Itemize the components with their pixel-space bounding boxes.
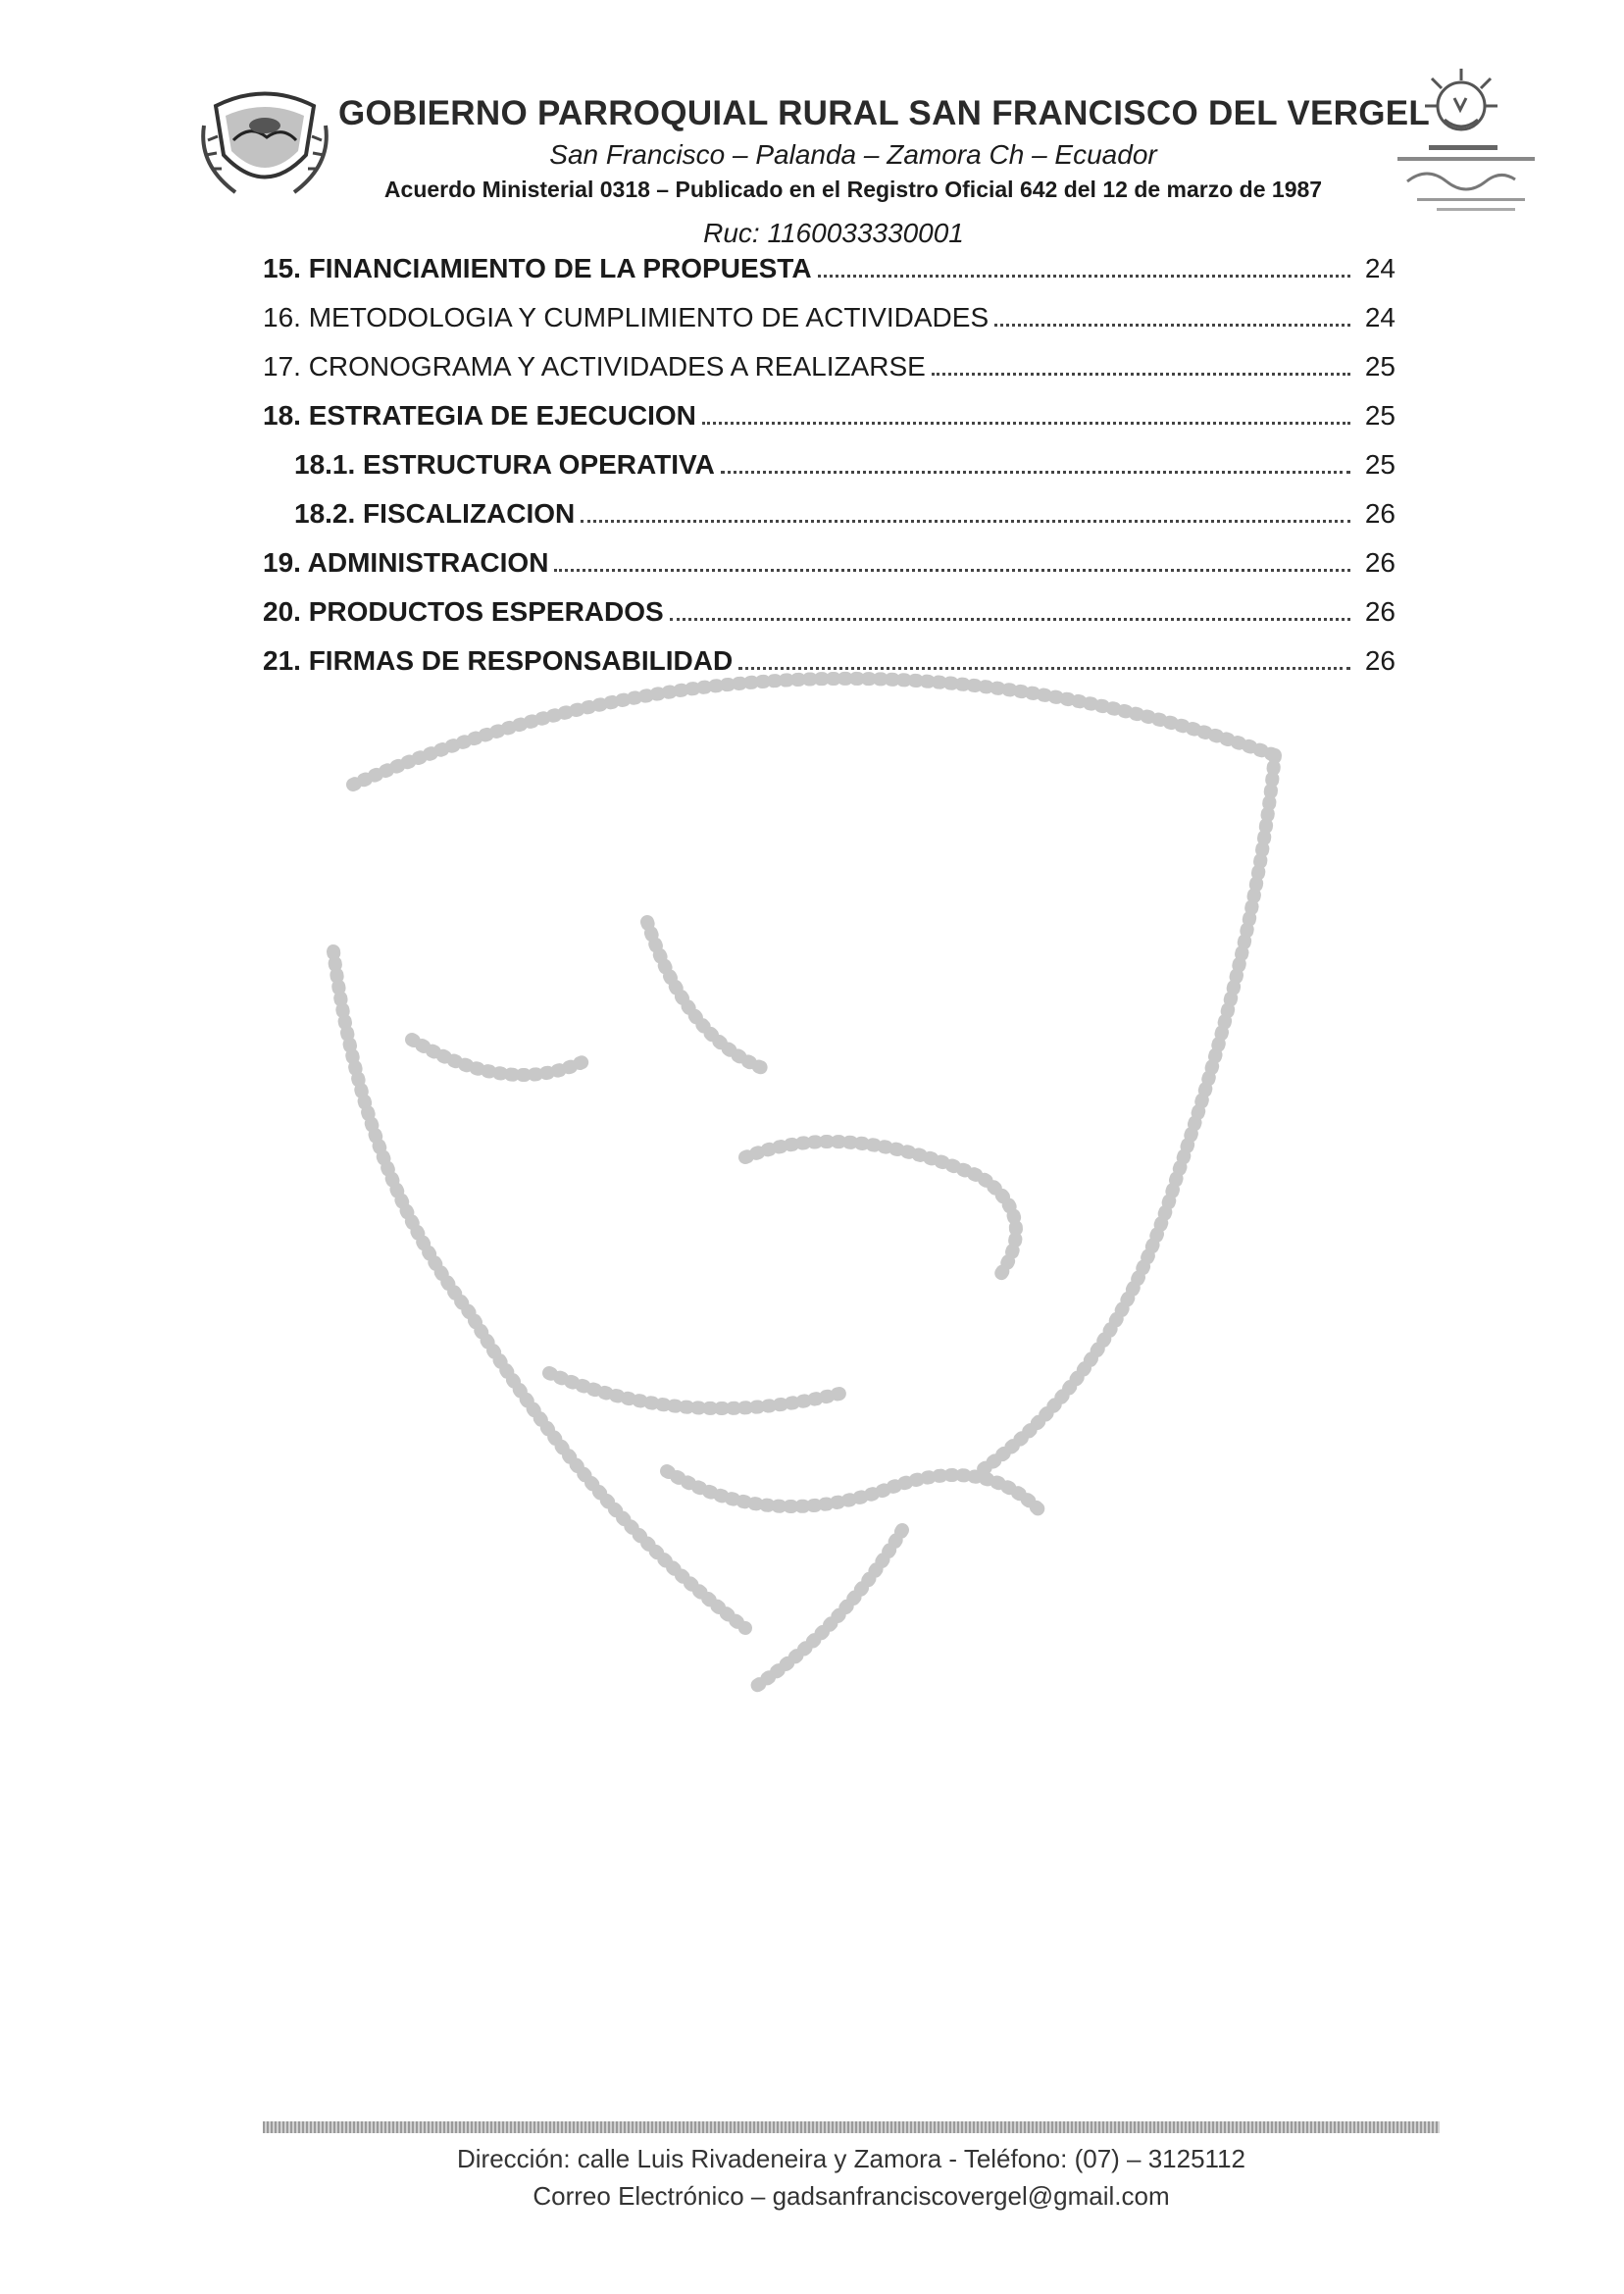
toc-entry-page: 26 (1364, 498, 1396, 529)
toc-entry-label: 19. ADMINISTRACION (263, 547, 549, 578)
toc-entry-page: 26 (1364, 645, 1396, 676)
toc-entry-label: 18. ESTRATEGIA DE EJECUCION (263, 400, 696, 431)
toc-leader-dots (994, 324, 1350, 327)
toc-leader-dots (818, 275, 1350, 278)
toc-entry[interactable] (263, 547, 1396, 596)
toc-entry-page: 25 (1364, 400, 1396, 431)
toc-entry-page: 25 (1364, 449, 1396, 480)
footer-address: Dirección: calle Luis Rivadeneira y Zamora - Teléfono: (07) – 3125112 (456, 2144, 1246, 2173)
toc-leader-dots (702, 422, 1350, 425)
toc-leader-dots (721, 471, 1350, 474)
faded-emblem-watermark-icon (294, 628, 1353, 1746)
toc-entry-label: 15. FINANCIAMIENTO DE LA PROPUESTA (263, 253, 812, 283)
footer-divider (263, 2121, 1440, 2133)
footer-email: Correo Electrónico – gadsanfranciscovergel@gmail.com (533, 2181, 1170, 2211)
parish-emblem-icon (196, 86, 333, 202)
toc-leader-dots (738, 667, 1350, 670)
toc-subentry[interactable] (263, 498, 1396, 547)
toc-entry[interactable] (263, 302, 1396, 351)
toc-entry-label: 17. CRONOGRAMA Y ACTIVIDADES A REALIZARSE (263, 351, 926, 382)
toc-leader-dots (581, 520, 1350, 523)
toc-entry-label: 18.2. FISCALIZACION (294, 498, 576, 529)
toc-entry-page: 26 (1364, 596, 1396, 627)
location-subtitle: San Francisco – Palanda – Zamora Ch – Ecuador (549, 139, 1157, 170)
toc-entry[interactable] (263, 400, 1396, 449)
toc-entry[interactable] (263, 596, 1396, 645)
toc-entry[interactable] (263, 351, 1396, 400)
gad-seal-stamp-icon (1368, 69, 1545, 235)
toc-entry-label: 21. FIRMAS DE RESPONSABILIDAD (263, 645, 734, 676)
toc-entry-page: 25 (1364, 351, 1396, 382)
table-of-contents (263, 253, 1396, 694)
toc-entry-label: 16. METODOLOGIA Y CUMPLIMIENTO DE ACTIVIDADES (263, 302, 990, 332)
toc-leader-dots (554, 569, 1350, 572)
toc-subentry[interactable] (263, 449, 1396, 498)
toc-entry[interactable] (263, 645, 1396, 694)
toc-entry[interactable] (263, 253, 1396, 302)
toc-entry-label: 20. PRODUCTOS ESPERADOS (263, 596, 664, 627)
ministerial-agreement: Acuerdo Ministerial 0318 – Publicado en el Registro Oficial 642 del 12 de marzo de 1987 (383, 177, 1323, 202)
toc-entry-label: 18.1. ESTRUCTURA OPERATIVA (294, 449, 715, 480)
organization-title: GOBIERNO PARROQUIAL RURAL SAN FRANCISCO DEL VERGEL (338, 94, 1431, 132)
ruc-number: Ruc: 1160033330001 (703, 218, 964, 248)
toc-entry-page: 24 (1364, 253, 1396, 283)
toc-leader-dots (670, 618, 1350, 621)
toc-entry-page: 26 (1364, 547, 1396, 578)
toc-entry-page: 24 (1364, 302, 1396, 332)
toc-leader-dots (932, 373, 1350, 376)
